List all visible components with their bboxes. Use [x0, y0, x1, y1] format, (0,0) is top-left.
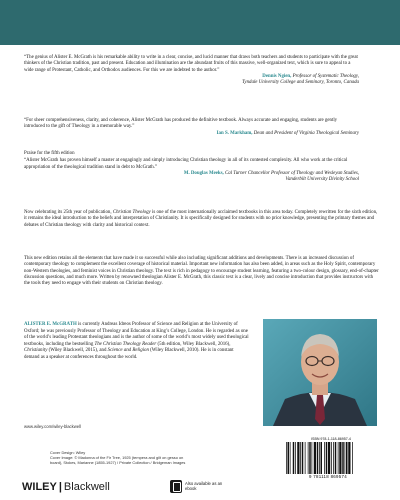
barcode-bar [333, 442, 334, 474]
barcode-bar [308, 442, 309, 474]
barcode-bar [309, 442, 311, 474]
bio-text: is currently Andreas Idreos Professor of Science and Religion at the University of Oxford; he was previously Professor of Theology and Education at King’s College, London. He is regarded as one of the world’s leading Protestant theologians and is the author of some of the world’s most widely used theological textbooks, including the bestselling [24, 322, 249, 347]
bio-text: (Wiley Blackwell, 2010). He is in constant demand as a speaker at conferences throughout the world. [24, 348, 234, 360]
bio-text: (Wiley Blackwell, 2015), and [47, 348, 108, 353]
endorsement-markham [24, 118, 359, 137]
barcode-bar [339, 442, 341, 474]
book-title-italic: Science and Religion [107, 348, 149, 353]
bio-text: (5th edition, Wiley Blackwell, 2016), [156, 341, 231, 347]
wiley-wordmark: WILEY [22, 481, 57, 493]
endorsement-attribution [24, 131, 359, 137]
credit-line: Cover Image: © Madonna of the Fir Tree, 1925 (tempera and gilt on gesso on [50, 455, 184, 461]
book-title-italic: The Christian Theology Reader [94, 341, 157, 347]
endorser-name: M. Douglas Meeks, [183, 170, 224, 176]
barcode-bar [324, 442, 325, 474]
description-text: Now celebrating its 25th year of publication, [24, 210, 113, 215]
barcode-bar [348, 442, 350, 474]
barcode-bar [342, 442, 344, 474]
barcode-bar [352, 442, 353, 474]
barcode-bar [286, 442, 287, 474]
author-name: ALISTER E. McGRATH [24, 322, 77, 327]
author-bio [24, 322, 250, 361]
barcode-bar [317, 442, 319, 474]
barcode-bar [338, 442, 339, 474]
ebook-badge [170, 480, 230, 494]
endorsement-quote: “For sheer comprehensiveness, clarity, and coherence, Alister McGrath has produced the definitive textbook. Always accurate and engaging, students are gently introduced to the gift of Theology in a memorable way.” [24, 118, 338, 130]
barcode-bar [328, 442, 330, 474]
endorser-name: Dennis Ngien, [262, 73, 292, 79]
endorsement-quote: “The genius of Alister E. McGrath is his remarkable ability to write in a clear, concise, and lucid manner that draws both teachers and students to participate with the great thinkers of the Christian tradition, past and present. Education and illumination are the abundant fruits of this massive, well-organized text, which is sure to appeal to a wide range of Protestant, Catholic, and Orthodox audiences. For this we are indebted to the author.” [24, 55, 358, 73]
barcode-bar [319, 442, 320, 474]
barcode-bar [288, 442, 290, 474]
top-color-band [0, 0, 400, 45]
endorsement-meeks [24, 151, 359, 183]
publisher-logo [22, 481, 110, 493]
endorser-title: Professor of Systematic Theology, [292, 73, 359, 79]
cover-credits [50, 450, 270, 466]
barcode-bar [297, 442, 299, 474]
barcode-bar [345, 442, 346, 474]
barcode-bar [335, 442, 337, 474]
barcode-bar [300, 442, 301, 474]
ebook-icon [170, 480, 182, 493]
logo-separator: | [58, 481, 62, 493]
barcode-bar [314, 442, 316, 474]
book-title-italic: Christianity [24, 348, 48, 353]
endorser-affiliation: Tyndale University College and Seminary, Toronto, Canada [242, 80, 359, 86]
endorsement-quote: “Alister McGrath has proven himself a master at engagingly and simply introducing Christian theology in all of its contested complexity. All who work at the critical appropriation of the theological tradition stand in debt to McGrath.” [24, 158, 348, 170]
credit-line: board), Stokes, Marianne (1855-1927) / Private Collection / Bridgeman Images [50, 460, 186, 466]
description-paragraph-2 [24, 256, 379, 287]
barcode-block [280, 436, 376, 482]
description-paragraph-1 [24, 210, 379, 229]
author-photo [263, 319, 377, 426]
endorsement-ngien [24, 55, 359, 86]
barcode-bar [290, 442, 291, 474]
barcode-bar [302, 442, 304, 474]
book-title-italic: Christian Theology [112, 210, 151, 215]
description-text: is one of the most internationally acclaimed textbooks in this area today. Completely rewritten for the sixth edition, it remains the ideal introduction to the beliefs and interpretation of Christianity. It is specifically designed for students with no prior knowledge, presenting the primary themes and debates of Christian theology with clarity and historical context. [24, 210, 378, 228]
barcode-bar [312, 442, 313, 474]
credit-line: Cover Design: Wiley [50, 450, 86, 455]
barcode-icon [286, 442, 370, 474]
barcode-bar [293, 442, 295, 474]
barcode-bar [331, 442, 332, 474]
barcode-bar [326, 442, 328, 474]
barcode-bar [305, 442, 306, 474]
barcode-number: 9 781118 869574 [308, 474, 348, 479]
ebook-text: Also available as an ebook [185, 481, 223, 491]
endorser-affiliation: Vanderbilt University Divinity School [285, 177, 359, 183]
publisher-website[interactable]: www.wiley.com/wiley-blackwell [24, 424, 81, 429]
barcode-bar [295, 442, 296, 474]
barcode-bar [321, 442, 323, 474]
praise-heading: Praise for the fifth edition [24, 151, 75, 156]
endorser-title: Cal Turner Chancellor Professor of Theology and Wesleyan Studies, [225, 170, 359, 176]
barcode-bar [346, 442, 348, 474]
blackwell-wordmark: Blackwell [63, 481, 110, 493]
description-text: This new edition retains all the elements that have made it so successful while also including significant additions and developments. There is an increased discussion of contemporary theology to complement the excellent coverage of historical material. Important new information has also been added, in areas such as the Holy Spirit, contemporary non-Western theologies, and feminist voices in Christian theology. The text is rich in pedagogy to encourage student learning, featuring a two-colour design, glossary, end-of-chapter discussion questions, and much more. Written by renowned theologian Alister E. McGrath, this classic text is a clear, lively and concise introduction that provides instructors with the tools they need to engage with their students on Christian theology. [24, 256, 379, 287]
endorser-name: Ian S. Markham, [216, 130, 253, 136]
author-photo-image [263, 319, 377, 426]
isbn-label: ISBN 978-1-118-86957-4 [311, 437, 351, 441]
endorser-title: Dean and President of Virginia Theological Seminary [253, 130, 359, 136]
